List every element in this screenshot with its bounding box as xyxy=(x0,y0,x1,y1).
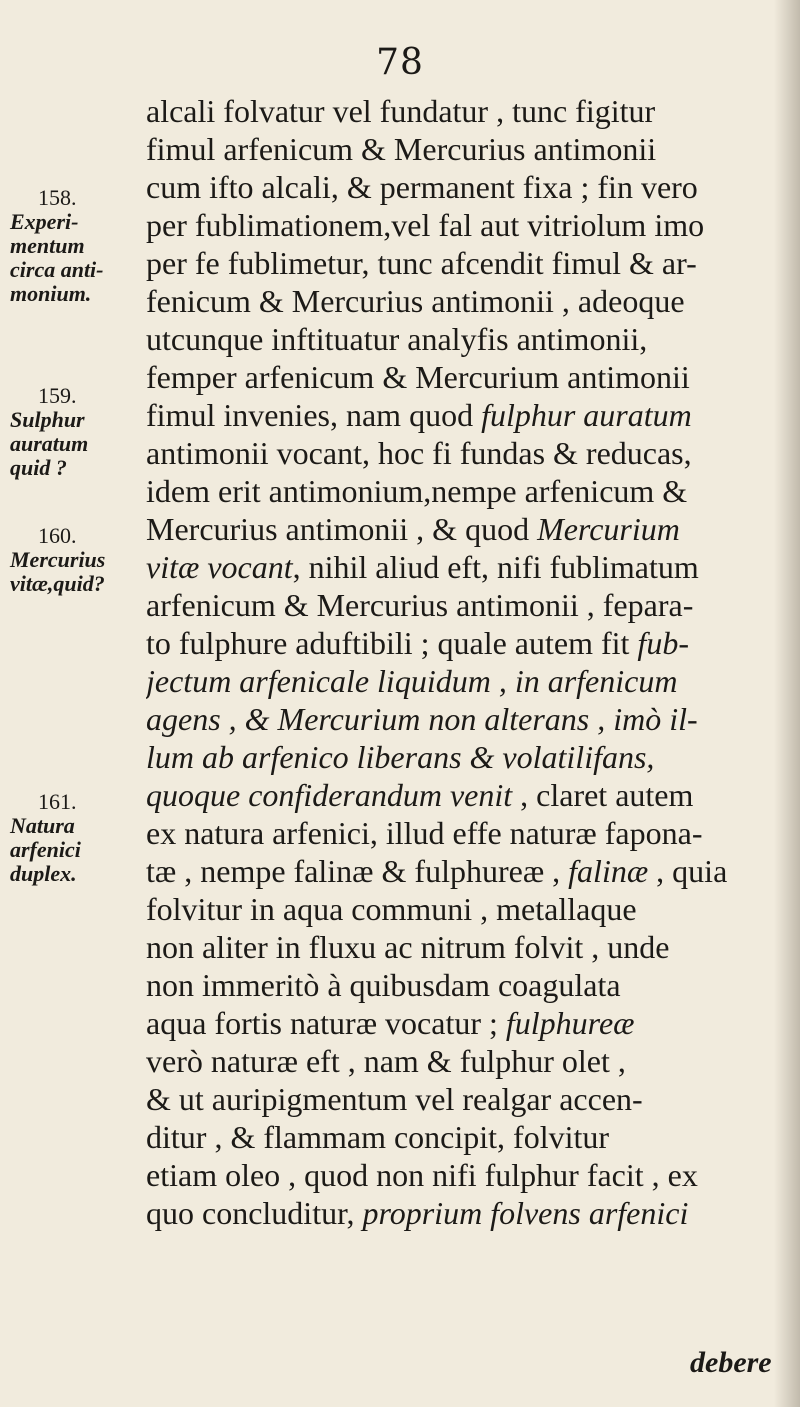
body-text xyxy=(146,92,786,1232)
catchword: debere xyxy=(690,1346,772,1379)
text-line xyxy=(146,206,786,244)
text-line xyxy=(146,130,786,168)
text-line xyxy=(146,92,786,130)
text-line xyxy=(146,890,786,928)
roman-text: & ut auripigmentum vel realgar accen- xyxy=(146,1081,643,1117)
text-line xyxy=(146,396,786,434)
roman-text: verò naturæ eft , nam & fulphur olet , xyxy=(146,1043,626,1079)
text-line xyxy=(146,472,786,510)
italic-text: falinæ xyxy=(568,853,649,889)
margin-note-number: 161. xyxy=(38,789,77,814)
text-line xyxy=(146,966,786,1004)
roman-text: folvitur in aqua communi , metallaque xyxy=(146,891,637,927)
margin-note-text: Sulphur auratum quid ? xyxy=(10,407,89,480)
margin-note-161 xyxy=(10,790,150,886)
italic-text: proprium folvens arfenici xyxy=(362,1195,689,1231)
roman-text: Mercurius antimonii , & quod xyxy=(146,511,538,547)
margin-note-number: 158. xyxy=(38,185,77,210)
text-line xyxy=(146,586,786,624)
roman-text: fenicum & Mercurius antimonii , adeoque xyxy=(146,283,685,319)
roman-text: utcunque inftituatur analyfis antimonii, xyxy=(146,321,648,357)
italic-text: lum ab arfenico liberans & volatilifans, xyxy=(146,739,655,775)
roman-text: non immeritò à quibusdam coagulata xyxy=(146,967,621,1003)
text-line xyxy=(146,1194,786,1232)
roman-text: per fublimationem,vel fal aut vitriolum imo xyxy=(146,207,705,243)
italic-text: fub- xyxy=(637,625,689,661)
roman-text: idem erit antimonium,nempe arfenicum & xyxy=(146,473,688,509)
roman-text: quo concluditur, xyxy=(146,1195,363,1231)
margin-note-158 xyxy=(10,186,150,306)
text-line xyxy=(146,814,786,852)
margin-note-number: 160. xyxy=(38,523,77,548)
roman-text: , claret autem xyxy=(512,777,694,813)
margin-note-text: Natura arfenici duplex. xyxy=(10,813,81,886)
roman-text: arfenicum & Mercurius antimonii , fepara- xyxy=(146,587,694,623)
roman-text: femper arfenicum & Mercurium antimonii xyxy=(146,359,690,395)
text-line xyxy=(146,624,786,662)
italic-text: agens , & Mercurium non alterans , imò il- xyxy=(146,701,698,737)
text-line xyxy=(146,1042,786,1080)
roman-text: fimul invenies, nam quod xyxy=(146,397,482,433)
text-line xyxy=(146,700,786,738)
text-line xyxy=(146,852,786,890)
roman-text: antimonii vocant, hoc fi fundas & reducas, xyxy=(146,435,692,471)
text-line xyxy=(146,358,786,396)
margin-note-text: Mercurius vitæ,quid? xyxy=(10,547,106,596)
roman-text: non aliter in fluxu ac nitrum folvit , unde xyxy=(146,929,670,965)
roman-text: to fulphure aduftibili ; quale autem fit xyxy=(146,625,638,661)
roman-text: , nihil aliud eft, nifi fublimatum xyxy=(292,549,699,585)
text-line xyxy=(146,434,786,472)
text-line xyxy=(146,1156,786,1194)
text-line xyxy=(146,928,786,966)
text-line xyxy=(146,1004,786,1042)
margin-note-160 xyxy=(10,524,150,596)
text-line xyxy=(146,244,786,282)
margin-note-159 xyxy=(10,384,150,480)
roman-text: ex natura arfenici, illud effe naturæ fapona- xyxy=(146,815,703,851)
roman-text: aqua fortis naturæ vocatur ; xyxy=(146,1005,506,1041)
roman-text: per fe fublimetur, tunc afcendit fimul & ar- xyxy=(146,245,697,281)
text-line xyxy=(146,662,786,700)
text-line xyxy=(146,320,786,358)
italic-text: Mercurium xyxy=(537,511,680,547)
text-line xyxy=(146,738,786,776)
roman-text: fimul arfenicum & Mercurius antimonii xyxy=(146,131,657,167)
text-line xyxy=(146,776,786,814)
italic-text: fulphur auratum xyxy=(481,397,692,433)
text-line xyxy=(146,1118,786,1156)
italic-text: jectum arfenicale liquidum , in arfenicum xyxy=(146,663,678,699)
text-line xyxy=(146,548,786,586)
roman-text: , quia xyxy=(648,853,728,889)
roman-text: tæ , nempe falinæ & fulphureæ , xyxy=(146,853,569,889)
page-number: 78 xyxy=(376,42,424,83)
margin-note-number: 159. xyxy=(38,383,77,408)
roman-text: cum ifto alcali, & permanent fixa ; fin vero xyxy=(146,169,698,205)
text-line xyxy=(146,168,786,206)
italic-text: vitæ vocant xyxy=(146,549,293,585)
roman-text: etiam oleo , quod non nifi fulphur facit , ex xyxy=(146,1157,698,1193)
text-line xyxy=(146,1080,786,1118)
italic-text: quoque confiderandum venit xyxy=(146,777,513,813)
italic-text: fulphureæ xyxy=(505,1005,635,1041)
text-line xyxy=(146,510,786,548)
roman-text: ditur , & flammam concipit, folvitur xyxy=(146,1119,610,1155)
text-line xyxy=(146,282,786,320)
roman-text: alcali folvatur vel fundatur , tunc figitur xyxy=(146,93,656,129)
margin-note-text: Experi- mentum circa anti- monium. xyxy=(10,209,104,306)
